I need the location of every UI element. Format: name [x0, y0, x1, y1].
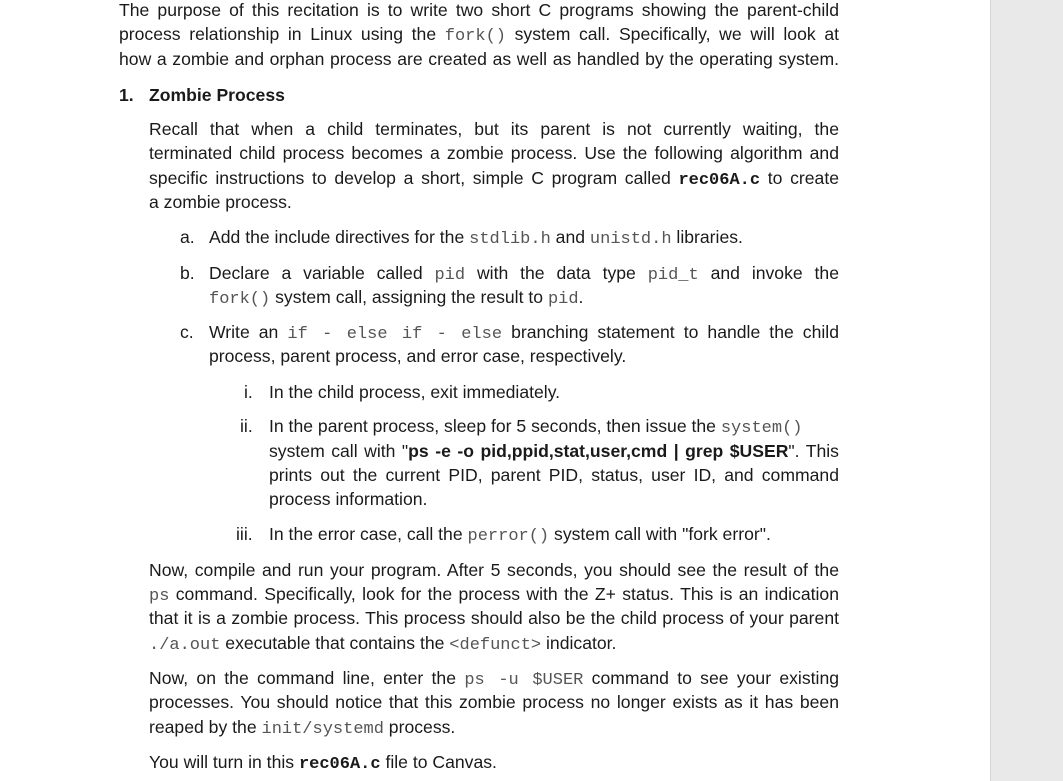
step-c-line-2 — [209, 344, 626, 368]
sub-iii-line — [269, 522, 771, 549]
turnin-text-a: You will turn in this — [149, 752, 299, 772]
sub-ii-ps-command: ps -e -o pid,ppid,stat,user,cmd | grep $USER — [408, 441, 789, 461]
step-a-text-2: and — [550, 227, 590, 247]
step-b-code-pid-t: pid_t — [647, 266, 699, 285]
now2-code-init: init/systemd — [261, 720, 384, 739]
sub-ii-text-4: process information. — [269, 489, 428, 509]
step-b-code-pid: pid — [434, 266, 466, 285]
sub-ii-code-system: system() — [720, 419, 803, 438]
step-b-text-1d: and invoke the — [698, 263, 840, 283]
step-b-line-1 — [209, 261, 839, 288]
now1-line-1 — [149, 558, 839, 582]
turnin-text-b: file to Canvas. — [380, 752, 497, 772]
viewer-background-margin — [990, 0, 1063, 781]
step-b-line-2 — [209, 285, 583, 312]
turnin-code-filename: rec06A.c — [298, 755, 381, 774]
now2-text-3a: reaped by the — [149, 717, 262, 737]
sub-ii-line-4 — [269, 487, 427, 511]
sub-iii-text-2: system call with "fork error". — [549, 524, 771, 544]
section-title: Zombie Process — [149, 85, 285, 105]
step-c-code-branch: if - else if - else — [287, 325, 503, 344]
recall-code-filename: rec06A.c — [678, 171, 761, 190]
step-c-line-1 — [209, 320, 839, 347]
now1-code-ps: ps — [149, 587, 170, 606]
sub-ii-text-3: prints out the current PID, parent PID, status, user ID, and command — [269, 465, 839, 485]
recall-text-4: a zombie process. — [149, 192, 292, 212]
step-b-text-2b: . — [578, 287, 584, 307]
step-b-code-fork: fork() — [209, 290, 271, 309]
sub-ii-text-2a: system call with " — [269, 441, 409, 461]
step-b-marker: b. — [180, 263, 195, 283]
recall-text-3a: specific instructions to develop a short, simple C program called — [149, 168, 679, 188]
intro-code-fork: fork() — [444, 27, 506, 46]
sub-ii-line-2 — [269, 439, 839, 463]
sub-ii-text-1a: In the parent process, sleep for 5 seconds, then issue the — [269, 416, 721, 436]
sub-i-line — [269, 380, 560, 404]
step-b-text-1a: Declare a variable called — [209, 263, 435, 283]
now1-text-1: Now, compile and run your program. After 5 seconds, you should see the result of the — [149, 560, 839, 580]
step-c-text-1b: branching statement to handle the child — [502, 322, 839, 342]
step-c-text-1a: Write an — [209, 322, 288, 342]
now1-text-4b: indicator. — [541, 633, 617, 653]
step-c-marker: c. — [180, 322, 194, 342]
now2-text-3b: process. — [383, 717, 456, 737]
intro-text-2b: system call. Specifically, we will look at — [505, 24, 839, 44]
recall-line-2 — [149, 141, 839, 165]
intro-line-2 — [119, 22, 839, 49]
now1-code-aout: ./a.out — [149, 636, 221, 655]
step-b-text-1b: with the data type — [465, 263, 648, 283]
now2-line-3 — [149, 715, 455, 742]
now1-text-2: command. Specifically, look for the process with the Z+ status. This is an indication — [169, 584, 839, 604]
recall-text-2: terminated child process becomes a zombie process. Use the following algorithm and — [149, 143, 839, 163]
recall-text-3b: to create — [760, 168, 839, 188]
now1-line-2 — [149, 582, 839, 609]
step-a-code-stdlib: stdlib.h — [469, 230, 551, 249]
intro-text-1: The purpose of this recitation is to write two short C programs showing the parent-child — [119, 0, 839, 20]
recall-line-3 — [149, 166, 839, 193]
now2-line-1 — [149, 666, 839, 693]
turnin-line — [149, 750, 497, 777]
sub-ii-line-1 — [269, 414, 802, 441]
step-b-code-pid-2: pid — [547, 290, 579, 309]
now1-code-defunct: <defunct> — [449, 636, 542, 655]
now1-text-4a: executable that contains the — [220, 633, 450, 653]
recall-text-1: Recall that when a child terminates, but its parent is not currently waiting, the — [149, 119, 839, 139]
sub-iii-code-perror: perror() — [467, 527, 550, 546]
sub-ii-text-2c: ". This — [788, 441, 839, 461]
recall-line-1 — [149, 117, 839, 141]
sub-ii-line-3 — [269, 463, 839, 487]
sub-ii-marker: ii. — [240, 416, 253, 436]
now2-text-1a: Now, on the command line, enter the — [149, 668, 465, 688]
step-a-text-3: libraries. — [671, 227, 743, 247]
intro-line-3 — [119, 47, 839, 71]
now2-line-2 — [149, 690, 839, 714]
sub-i-marker: i. — [244, 382, 253, 402]
step-a-text-1: Add the include directives for the — [209, 227, 470, 247]
intro-text-2a: process relationship in Linux using the — [119, 24, 445, 44]
now2-text-1b: command to see your existing — [583, 668, 840, 688]
step-a-line — [209, 225, 743, 252]
section-number: 1. — [119, 85, 134, 105]
sub-iii-text-1: In the error case, call the — [269, 524, 468, 544]
recall-line-4 — [149, 190, 292, 214]
step-c-text-2: process, parent process, and error case, respectively. — [209, 346, 627, 366]
intro-line-1 — [119, 0, 839, 22]
now1-line-3 — [149, 606, 839, 630]
now1-line-4 — [149, 631, 616, 658]
now1-text-3: that it is a zombie process. This process should also be the child process of your parent — [149, 608, 839, 628]
intro-text-3: how a zombie and orphan process are created as well as handled by the operating system. — [119, 49, 839, 69]
now2-text-2: processes. You should notice that this zombie process no longer exists as it has been — [149, 692, 839, 712]
step-b-text-2a: system call, assigning the result to — [270, 287, 548, 307]
step-a-marker: a. — [180, 227, 195, 247]
now2-code-ps-user: ps -u $USER — [464, 671, 584, 690]
sub-iii-marker: iii. — [236, 524, 253, 544]
step-a-code-unistd: unistd.h — [589, 230, 672, 249]
sub-i-text: In the child process, exit immediately. — [269, 382, 561, 402]
